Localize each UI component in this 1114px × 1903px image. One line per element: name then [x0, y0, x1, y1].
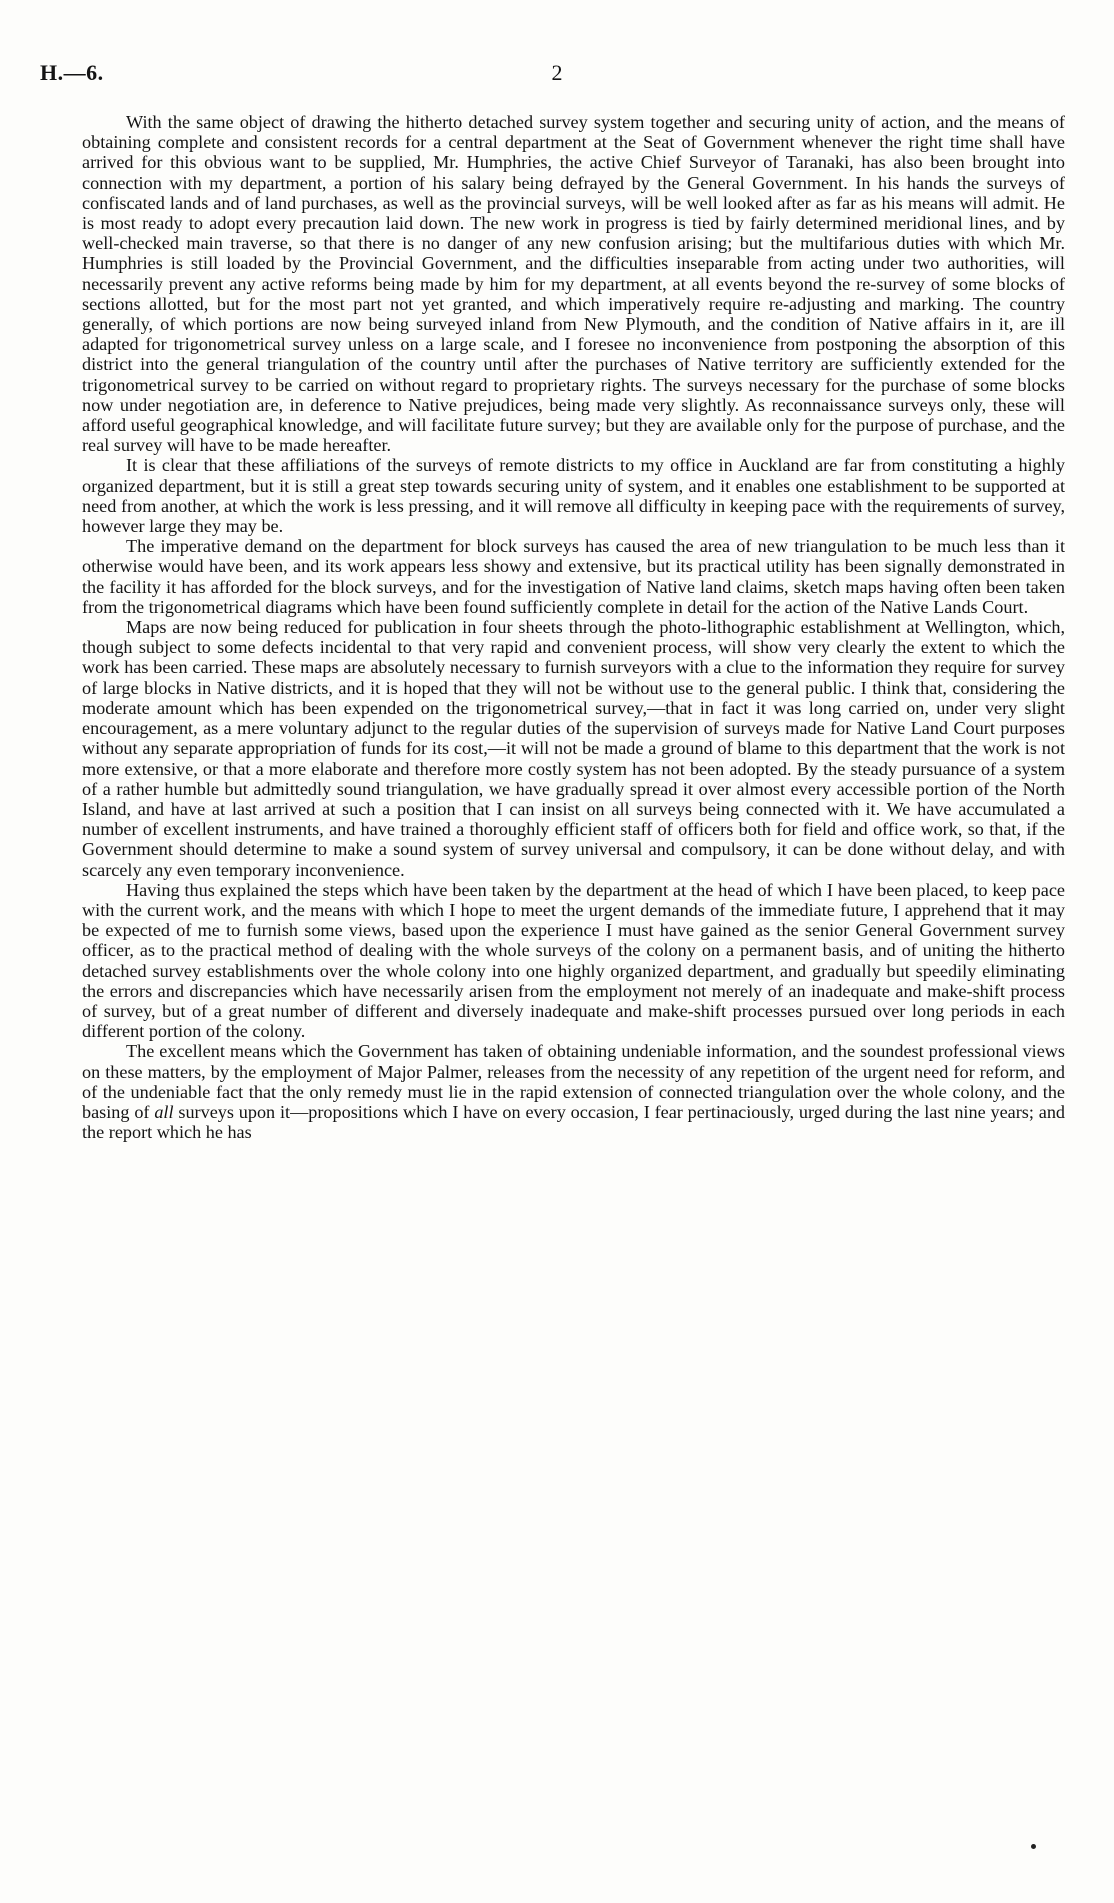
paragraph-6-text-before: The excellent means which the Government has taken of obtaining undeniable information, and the soundest professional views on these matters, by the employment of Major Palmer, releases from the necessity of any repetition of the urgent need for reform, and of the undeniable fact that the only remedy must lie in the rapid extension of connected triangulation over the whole colony, and the basing of [82, 1041, 1065, 1122]
paragraph-5: Having thus explained the steps which have been taken by the department at the head of which I have been placed, to keep pace with the current work, and the means with which I hope to meet the urgent demands of the immediate future, I apprehend that it may be expected of me to furnish some views, based upon the experience I must have gained as the senior General Government survey officer, as to the practical method of dealing with the whole surveys of the colony on a permanent basis, and of uniting the hitherto detached survey establishments over the whole colony into one highly organized department, and gradually but speedily eliminating the errors and discrepancies which have necessarily arisen from the employment not merely of an inadequate and make-shift process of survey, but of a great number of different and diversely inadequate and make-shift processes pursued over long periods in each different portion of the colony. [82, 879, 1065, 1042]
ink-speck [1031, 1844, 1036, 1849]
paragraph-6-text-after: surveys upon it—propositions which I have on every occasion, I fear pertinaciously, urged during the last nine years; and the report which he has [82, 1101, 1066, 1143]
paragraph-6-emphasis: all [154, 1101, 174, 1122]
paragraph-1: With the same object of drawing the hitherto detached survey system together and securing unity of action, and the means of obtaining complete and consistent records for a central department at the Seat of Government whenever the right time shall have arrived for this obvious want to be supplied, Mr. Humphries, the active Chief Surveyor of Taranaki, has also been brought into connection with my department, a portion of his salary being defrayed by the General Government. In his hands the surveys of confiscated lands and of land purchases, as well as the provincial surveys, will be well looked after as far as his means will admit. He is most ready to adopt every precaution laid down. The new work in progress is tied by fairly determined meridional lines, and by well-checked main traverse, so that there is no danger of any new confusion arising; but the multifarious duties with which Mr. Humphries is still loaded by the Provincial Government, and the difficulties inseparable from acting under two authorities, will necessarily prevent any active reforms being made by him for my department, at all events beyond the re-survey of some blocks of sections allotted, but for the most part not yet granted, and which imperatively require re-adjusting and marking. The country generally, of which portions are now being surveyed inland from New Plymouth, and the condition of Native affairs in it, are ill adapted for trigonometrical survey unless on a large scale, and I foresee no inconvenience from postponing the absorption of this district into the general triangulation of the country until after the purchases of Native territory are sufficiently extended for the trigonometrical survey to be carried on without regard to proprietary rights. The surveys necessary for the purchase of some blocks now under negotiation are, in deference to Native prejudices, being made very slightly. As reconnaissance surveys only, these will afford useful geographical knowledge, and will facilitate future survey; but they are available only for the purpose of purchase, and the real survey will have to be made hereafter. [82, 112, 1065, 456]
paragraph-6 [82, 1041, 1065, 1142]
page-number: 2 [551, 60, 563, 85]
paragraph-3: The imperative demand on the department for block surveys has caused the area of new triangulation to be much less than it otherwise would have been, and its work appears less showy and extensive, but its practical utility has been signally demonstrated in the facility it has afforded for the block surveys, and for the investigation of Native land claims, sketch maps having often been taken from the trigonometrical diagrams which have been found sufficiently complete in detail for the action of the Native Lands Court. [82, 536, 1065, 617]
document-code: H.—6. [40, 60, 104, 85]
page-header [40, 60, 1074, 90]
paragraph-2: It is clear that these affiliations of the surveys of remote districts to my office in Auckland are far from constituting a highly organized department, but it is still a great step towards securing unity of system, and it enables one establishment to be supported at need from another, at which the work is less pressing, and it will remove all difficulty in keeping pace with the requirements of survey, however large they may be. [82, 455, 1065, 537]
body-text [82, 112, 1065, 1142]
paragraph-4: Maps are now being reduced for publication in four sheets through the photo-lithographic establishment at Wellington, which, though subject to some defects incidental to that very rapid and convenient process, will show very clearly the extent to which the work has been carried. These maps are absolutely necessary to furnish surveyors with a clue to the information they require for survey of large blocks in Native districts, and it is hoped that they will not be without use to the general public. I think that, considering the moderate amount which has been expended on the trigonometrical survey,—that in fact it was long carried on, under very slight encouragement, as a mere voluntary adjunct to the regular duties of the supervision of surveys made for Native Land Court purposes without any separate appropriation of funds for its cost,—it will not be made a ground of blame to this department that the work is not more extensive, or that a more elaborate and therefore more costly system has not been adopted. By the steady pursuance of a system of a rather humble but admittedly sound triangulation, we have gradually spread it over almost every accessible portion of the North Island, and have at last arrived at such a position that I can insist on all surveys being connected with it. We have accumulated a number of excellent instruments, and have trained a thoroughly efficient staff of officers both for field and office work, so that, if the Government should determine to make a sound system of survey universal and compulsory, it can be done without delay, and with scarcely any even temporary inconvenience. [82, 617, 1065, 880]
